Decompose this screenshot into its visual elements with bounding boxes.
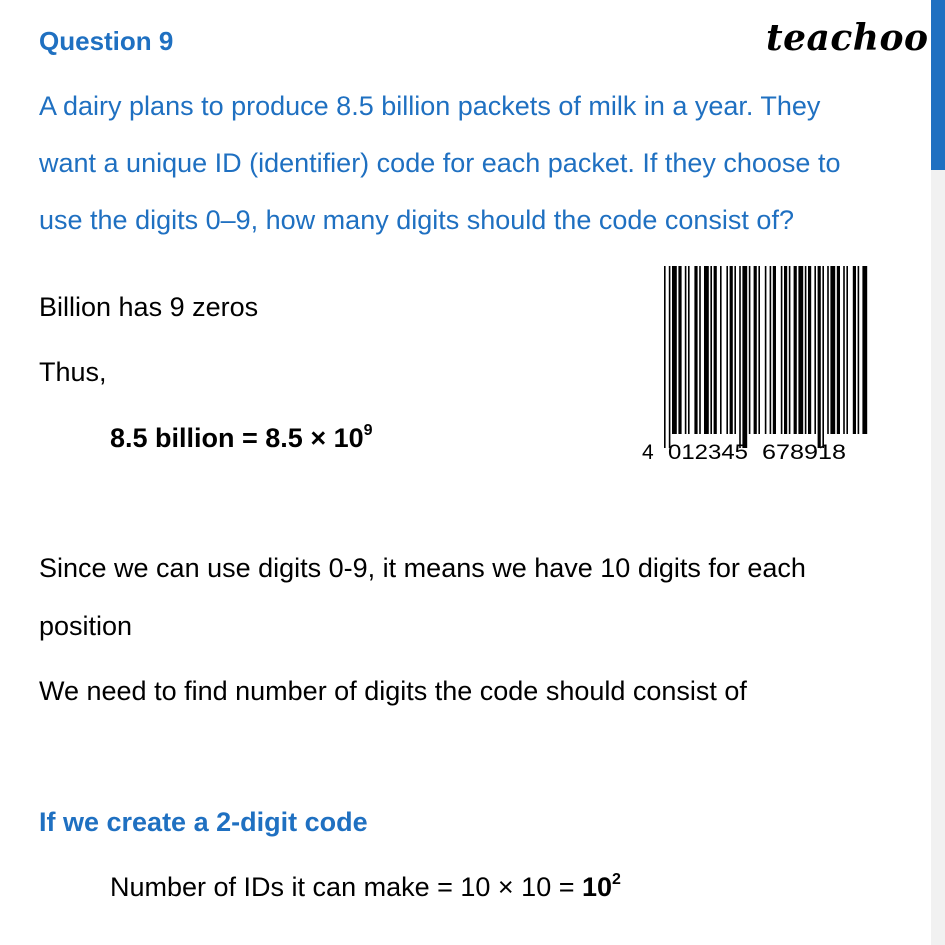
question-title: Question 9	[39, 26, 174, 56]
barcode-bar	[781, 266, 783, 434]
barcode-bar	[704, 266, 709, 434]
barcode-bar	[726, 266, 728, 434]
barcode-bar	[669, 266, 671, 448]
barcode-bar	[720, 266, 722, 434]
barcode-bar	[822, 266, 824, 448]
barcode-bar	[843, 266, 845, 434]
barcode-bar	[770, 266, 772, 434]
barcode-bar	[784, 266, 787, 434]
ids-count-base: 10	[582, 872, 613, 902]
billion-equation	[110, 420, 373, 456]
barcode-bar	[710, 266, 712, 434]
barcode-bar	[765, 266, 767, 434]
thus-text: Thus,	[39, 357, 107, 387]
barcode-bar	[858, 266, 860, 434]
ids-count-line	[110, 869, 621, 905]
barcode-bar	[758, 266, 760, 434]
ids-count-text: Number of IDs it can make = 10 × 10 =	[110, 872, 582, 902]
barcode-first-digit: 4	[642, 441, 654, 464]
barcode-bar	[789, 266, 791, 434]
barcode-bar	[862, 266, 867, 434]
question-line: A dairy plans to produce 8.5 billion packets of milk in a year. They	[39, 91, 821, 121]
barcode-bar	[837, 266, 840, 434]
barcode-bar	[827, 266, 829, 434]
barcode-bar	[773, 266, 776, 434]
barcode-bar	[672, 266, 677, 434]
barcode-bar	[798, 266, 803, 434]
barcode-bar	[699, 266, 701, 434]
barcode-image	[642, 262, 874, 468]
billion-zeros-text: Billion has 9 zeros	[39, 292, 259, 322]
question-text	[39, 78, 924, 249]
question-line: want a unique ID (identifier) code for each packet. If they choose to	[39, 148, 841, 178]
digits-explanation-line2: position	[39, 611, 133, 641]
barcode-bar	[714, 266, 717, 434]
barcode-bar	[754, 266, 757, 434]
barcode-bar	[749, 266, 751, 434]
two-digit-heading: If we create a 2-digit code	[39, 807, 368, 837]
ids-count-exponent: 2	[612, 871, 621, 888]
barcode-bar	[846, 266, 848, 434]
digits-explanation-line1: Since we can use digits 0-9, it means we have 10 digits for each	[39, 553, 806, 583]
billion-equation-exponent: 9	[363, 422, 373, 439]
barcode-bar	[678, 266, 681, 434]
barcode-bar	[664, 266, 666, 448]
barcode-bar	[830, 266, 835, 434]
barcode-bar	[730, 266, 733, 434]
barcode-bar	[685, 266, 687, 434]
barcode-bar	[794, 266, 797, 434]
barcode-bar	[808, 266, 811, 434]
barcode-bar	[739, 266, 741, 448]
barcode-bar	[688, 266, 690, 434]
scrollbar-thumb[interactable]	[931, 0, 945, 170]
barcode-bar	[853, 266, 856, 434]
barcode-right-digits: 678918	[762, 441, 846, 464]
barcode-bar	[742, 266, 747, 448]
question-line: use the digits 0–9, how many digits should the code consist of?	[39, 205, 794, 235]
barcode-bar	[805, 266, 807, 434]
billion-equation-base: 8.5 billion = 8.5 × 10	[110, 423, 364, 453]
teachoo-logo[interactable]: teachoo	[766, 17, 929, 59]
barcode-bar	[734, 266, 736, 434]
barcode-bar	[818, 266, 821, 448]
barcode-bar	[694, 266, 697, 434]
find-digits-text: We need to find number of digits the code should consist of	[39, 676, 747, 706]
barcode-bar	[814, 266, 816, 434]
barcode-left-digits: 012345	[668, 441, 748, 464]
